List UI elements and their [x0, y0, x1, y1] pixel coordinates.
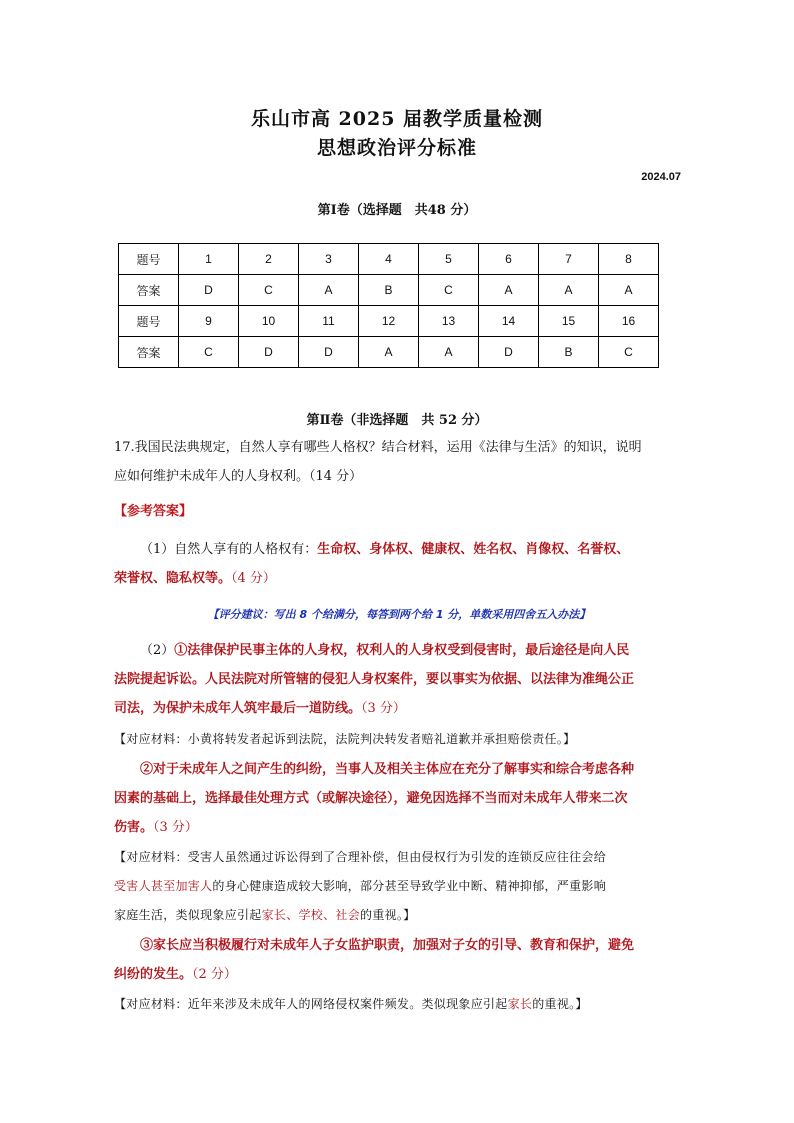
answer-cell: B [359, 275, 419, 306]
question-number: 3 [299, 244, 359, 275]
material-2-line3-highlight: 家长、学校、社会 [261, 908, 361, 922]
question-number: 4 [359, 244, 419, 275]
answer-part-3 [114, 755, 684, 842]
table-row [119, 244, 659, 275]
material-3-post: 的重视。】 [532, 997, 588, 1011]
answer-1-items-cont: 荣誉权、隐私权等。 [114, 571, 232, 586]
question-number: 13 [419, 306, 479, 337]
row-label-number: 题号 [119, 244, 179, 275]
question-number: 15 [539, 306, 599, 337]
answer-cell: C [599, 337, 659, 368]
material-3-highlight: 家长 [507, 997, 533, 1011]
answer-2-score: （3 分） [361, 701, 406, 716]
answer-4-line1: ③家长应当积极履行对未成年人子女监护职责，加强对子女的引导、教育和保护，避免 [140, 938, 635, 953]
answer-part-4 [114, 931, 684, 989]
table-row [119, 306, 659, 337]
answer-cell: D [239, 337, 299, 368]
question-number: 16 [599, 306, 659, 337]
answer-1-prefix: （1）自然人享有的人格权有： [140, 542, 318, 557]
answer-3-line2: 因素的基础上，选择最佳处理方式（或解决途径），避免因选择不当而对未成年人带来二次 [114, 791, 628, 806]
answer-4-score: （2 分） [192, 967, 237, 982]
question-17 [114, 433, 684, 491]
answer-cell: B [539, 337, 599, 368]
answer-1-score: （4 分） [231, 571, 276, 586]
answer-cell: C [419, 275, 479, 306]
answer-cell: A [419, 337, 479, 368]
question-number: 7 [539, 244, 599, 275]
material-3-pre: 【对应材料：近年来涉及未成年人的网络侵权案件频发。类似现象应引起 [114, 997, 508, 1011]
answer-3-line1: ②对于未成年人之间产生的纠纷，当事人及相关主体应在充分了解事实和综合考虑各种 [140, 762, 635, 777]
answer-2-line2: 法院提起诉讼。人民法院对所管辖的侵犯人身权案件，要以事实为依据、以法律为准绳公正 [114, 672, 635, 687]
answer-part-2 [114, 636, 684, 723]
material-2-line3-post: 的重视。】 [360, 908, 416, 922]
question-number: 9 [179, 306, 239, 337]
row-label-answer: 答案 [119, 275, 179, 306]
question-number: 1 [179, 244, 239, 275]
material-3 [114, 990, 684, 1019]
answer-2-line3: 司法，为保护未成年人筑牢最后一道防线。 [114, 701, 362, 716]
material-2 [114, 843, 684, 930]
question-number: 8 [599, 244, 659, 275]
question-17-line1: 17.我国民法典规定，自然人享有哪些人格权？结合材料，运用《法律与生活》的知识，说明 [114, 440, 642, 455]
answer-cell: A [539, 275, 599, 306]
scoring-suggestion [114, 600, 684, 629]
answer-1-items: 生命权、身体权、健康权、姓名权、肖像权、名誉权、 [317, 542, 630, 557]
answer-cell: D [179, 275, 239, 306]
material-2-line1: 【对应材料：受害人虽然通过诉讼得到了合理补偿，但由侵权行为引发的连锁反应往往会给 [114, 850, 607, 864]
scoring-suggestion-text: 【评分建议：写出 8 个给满分，每答到两个给 1 分，单数采用四舍五入办法】 [207, 608, 591, 621]
answer-cell: D [299, 337, 359, 368]
question-number: 10 [239, 306, 299, 337]
answer-2-prefix: （2） [140, 643, 175, 658]
answer-cell: A [599, 275, 659, 306]
answer-cell: A [359, 337, 419, 368]
doc-title-line2: 思想政治评分标准 [316, 137, 477, 159]
answer-3-score: （3 分） [153, 820, 198, 835]
answer-cell: C [179, 337, 239, 368]
answer-4-line2: 纠纷的发生。 [114, 967, 193, 982]
row-label-answer: 答案 [119, 337, 179, 368]
answer-cell: D [479, 337, 539, 368]
doc-date: 2024.07 [641, 171, 681, 183]
question-number: 5 [419, 244, 479, 275]
answer-3-line3: 伤害。 [114, 820, 154, 835]
question-number: 2 [239, 244, 299, 275]
question-number: 6 [479, 244, 539, 275]
question-17-line2: 应如何维护未成年人的人身权利。（14 分） [114, 469, 363, 484]
reference-answer-label: 【参考答案】 [114, 504, 193, 519]
doc-title-line1: 乐山市高 2025 届教学质量检测 [250, 108, 544, 130]
material-2-highlight: 受害人甚至加害人 [114, 879, 213, 893]
material-2-line2: 的身心健康造成较大影响，部分甚至导致学业中断、精神抑郁，严重影响 [212, 879, 607, 893]
answer-2-line1: ①法律保护民事主体的人身权，权利人的人身权受到侵害时，最后途径是向人民 [174, 643, 630, 658]
row-label-number: 题号 [119, 306, 179, 337]
table-row [119, 337, 659, 368]
answer-cell: C [239, 275, 299, 306]
answer-part-1 [114, 535, 684, 593]
question-number: 14 [479, 306, 539, 337]
question-number: 12 [359, 306, 419, 337]
material-1: 【对应材料：小黄将转发者起诉到法院，法院判决转发者赔礼道歉并承担赔偿责任。】 [114, 732, 576, 746]
answer-cell: A [299, 275, 359, 306]
material-2-line3-pre: 家庭生活，类似现象应引起 [114, 908, 262, 922]
answer-cell: A [479, 275, 539, 306]
part1-heading: 第Ⅰ卷（选择题 共48 分） [317, 203, 477, 218]
answer-table [118, 243, 659, 368]
table-row [119, 275, 659, 306]
part2-heading: 第Ⅱ卷（非选择题 共 52 分） [306, 413, 488, 428]
question-number: 11 [299, 306, 359, 337]
